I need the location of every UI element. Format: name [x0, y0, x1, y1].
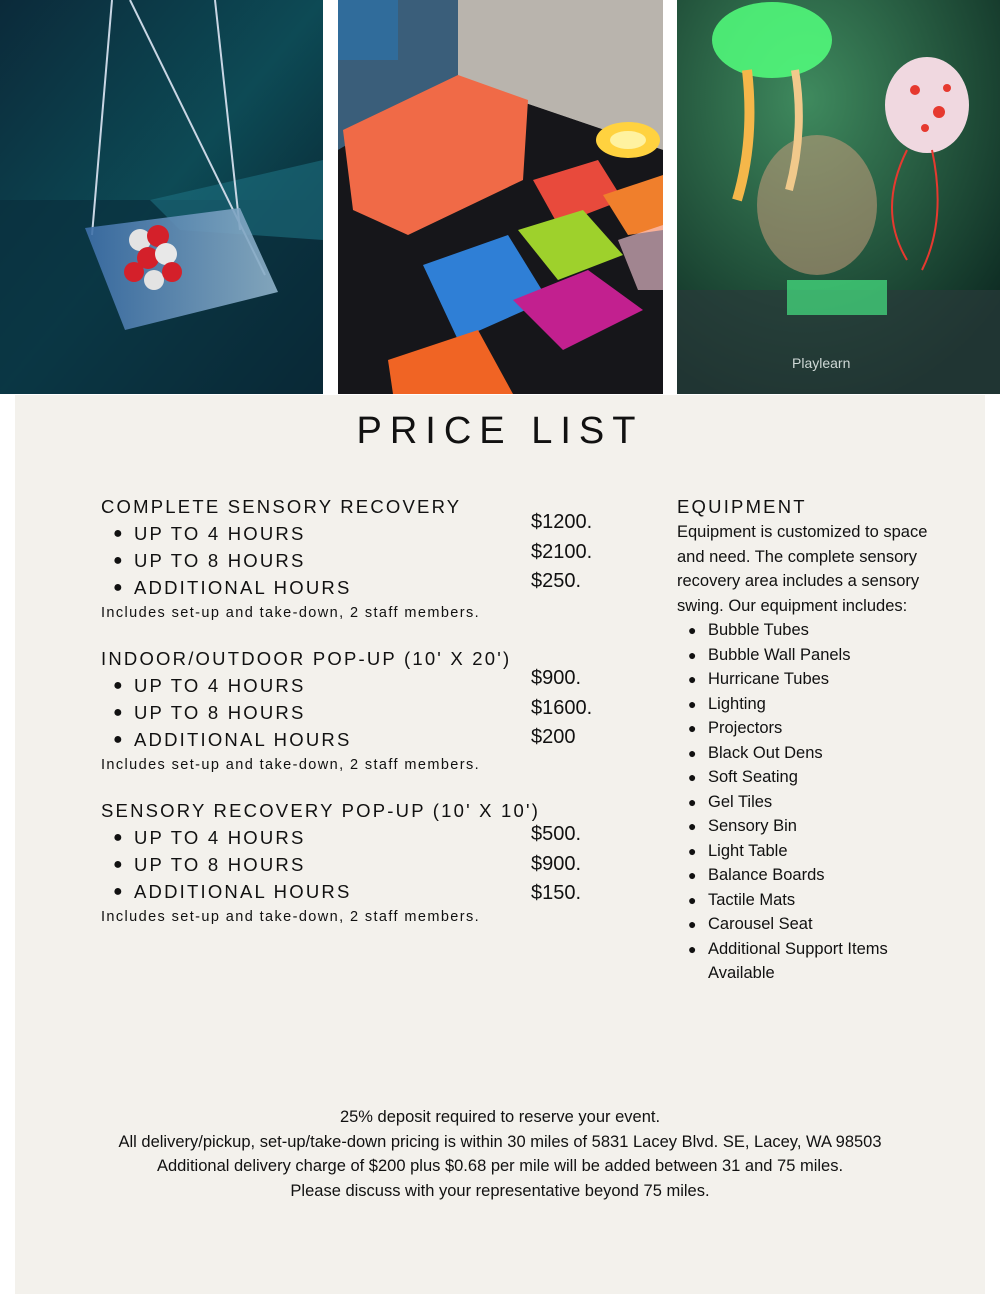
equipment-item-label: Hurricane Tubes — [708, 670, 830, 688]
package-note: Includes set-up and take-down, 2 staff members. — [101, 757, 481, 773]
bullet-icon: ● — [113, 704, 125, 721]
tier-label: ADDITIONAL HOURS — [134, 577, 352, 598]
bullet-icon: ● — [688, 720, 697, 736]
equipment-list — [677, 618, 937, 986]
gel-tiles-photo — [338, 0, 663, 394]
package-title: INDOOR/OUTDOOR POP-UP (10' X 20') — [101, 648, 512, 669]
bullet-icon: ● — [688, 940, 697, 957]
tier-price: $150. — [531, 882, 582, 904]
bullet-icon: ● — [688, 622, 697, 638]
equipment-item — [677, 667, 937, 692]
bullet-icon: ● — [688, 842, 697, 859]
equipment-item — [677, 716, 937, 741]
equipment-item-label: Bubble Tubes — [708, 621, 809, 639]
deposit-note: 25% deposit required to reserve your event. — [339, 1108, 661, 1126]
bullet-icon: ● — [688, 695, 697, 712]
bullet-icon: ● — [688, 671, 697, 687]
bullet-icon: ● — [113, 731, 125, 748]
bullet-icon: ● — [113, 856, 125, 873]
tier-label: ADDITIONAL HOURS — [134, 729, 352, 750]
tier-label: UP TO 8 HOURS — [134, 550, 306, 571]
bullet-icon: ● — [688, 867, 697, 883]
bullet-icon: ● — [688, 818, 697, 834]
tier-price: $900. — [531, 853, 582, 875]
package-note: Includes set-up and take-down, 2 staff members. — [101, 605, 481, 621]
equipment-item — [677, 765, 937, 790]
bullet-icon: ● — [113, 677, 125, 694]
equipment-item-label: Bubble Wall Panels — [708, 645, 851, 664]
tier-price: $500. — [531, 823, 582, 845]
tier-price: $2100. — [531, 541, 593, 563]
equipment-item — [677, 912, 937, 937]
package-indoor-outdoor-popup — [101, 645, 621, 777]
equipment-item-label: Black Out Dens — [708, 743, 823, 762]
bullet-icon: ● — [688, 769, 697, 785]
sensory-swing-photo — [0, 0, 323, 394]
beyond-range-note: Please discuss with your representative beyond 75 miles. — [290, 1182, 710, 1201]
package-sensory-recovery-popup — [101, 797, 621, 929]
package-title: COMPLETE SENSORY RECOVERY — [101, 496, 462, 517]
equipment-item — [677, 863, 937, 888]
package-complete-sensory-recovery — [101, 493, 621, 625]
bullet-icon: ● — [688, 744, 697, 761]
bullet-icon: ● — [688, 793, 697, 810]
equipment-item-label: Additional Support Items Available — [708, 939, 888, 982]
equipment-item-label: Tactile Mats — [708, 890, 796, 909]
equipment-item-label: Projectors — [708, 719, 783, 737]
bullet-icon: ● — [113, 579, 125, 596]
equipment-item — [677, 839, 937, 864]
tier-price: $900. — [531, 667, 582, 689]
playlearn-logo: Playlearn — [792, 355, 851, 371]
tier-label: UP TO 4 HOURS — [134, 523, 306, 544]
tier-price: $1600. — [531, 697, 593, 719]
equipment-item-label: Soft Seating — [708, 768, 798, 786]
page-title: PRICE LIST — [356, 410, 644, 452]
tier-price: $250. — [531, 570, 582, 592]
tier-label: UP TO 8 HOURS — [134, 854, 306, 875]
equipment-item-label: Carousel Seat — [708, 915, 813, 933]
equipment-item — [677, 618, 937, 643]
tier-label: UP TO 8 HOURS — [134, 702, 306, 723]
bullet-icon: ● — [688, 916, 697, 932]
additional-delivery-note: Additional delivery charge of $200 plus $0.68 per mile will be added between 31 and 75 miles. — [156, 1157, 844, 1176]
equipment-item — [677, 888, 937, 913]
equipment-section — [677, 493, 937, 986]
tier-label: UP TO 4 HOURS — [134, 675, 306, 696]
tier-price: $1200. — [531, 511, 593, 533]
equipment-description: Equipment is customized to space and need. The complete sensory recovery area includes a sensory swing. Our equipment includes: — [677, 523, 928, 615]
bullet-icon: ● — [113, 552, 125, 569]
tier-label: ADDITIONAL HOURS — [134, 881, 352, 902]
equipment-item-label: Lighting — [708, 694, 766, 713]
equipment-item-label: Light Table — [708, 841, 788, 860]
equipment-item — [677, 643, 937, 668]
bullet-icon: ● — [113, 883, 125, 900]
equipment-title: EQUIPMENT — [677, 496, 807, 517]
equipment-item — [677, 814, 937, 839]
bullet-icon: ● — [113, 829, 125, 846]
equipment-item-label: Gel Tiles — [708, 792, 773, 811]
photo-strip — [0, 0, 1000, 395]
bullet-icon: ● — [113, 525, 125, 542]
jellyfish-tank-photo — [677, 0, 1000, 394]
equipment-item — [677, 741, 937, 766]
tier-price: $200 — [531, 726, 576, 748]
package-title: SENSORY RECOVERY POP-UP (10' X 10') — [101, 800, 541, 821]
bullet-icon: ● — [688, 646, 697, 663]
equipment-item-label: Balance Boards — [708, 866, 825, 884]
terms-footer — [0, 1105, 1000, 1204]
bullet-icon: ● — [688, 891, 697, 908]
equipment-item — [677, 790, 937, 815]
equipment-item — [677, 937, 937, 986]
delivery-range-note: All delivery/pickup, set-up/take-down pricing is within 30 miles of 5831 Lacey Blvd. SE, Lacey, WA 98503 — [118, 1132, 882, 1151]
package-note: Includes set-up and take-down, 2 staff members. — [101, 909, 481, 925]
equipment-item — [677, 692, 937, 717]
equipment-item-label: Sensory Bin — [708, 817, 797, 835]
tier-label: UP TO 4 HOURS — [134, 827, 306, 848]
